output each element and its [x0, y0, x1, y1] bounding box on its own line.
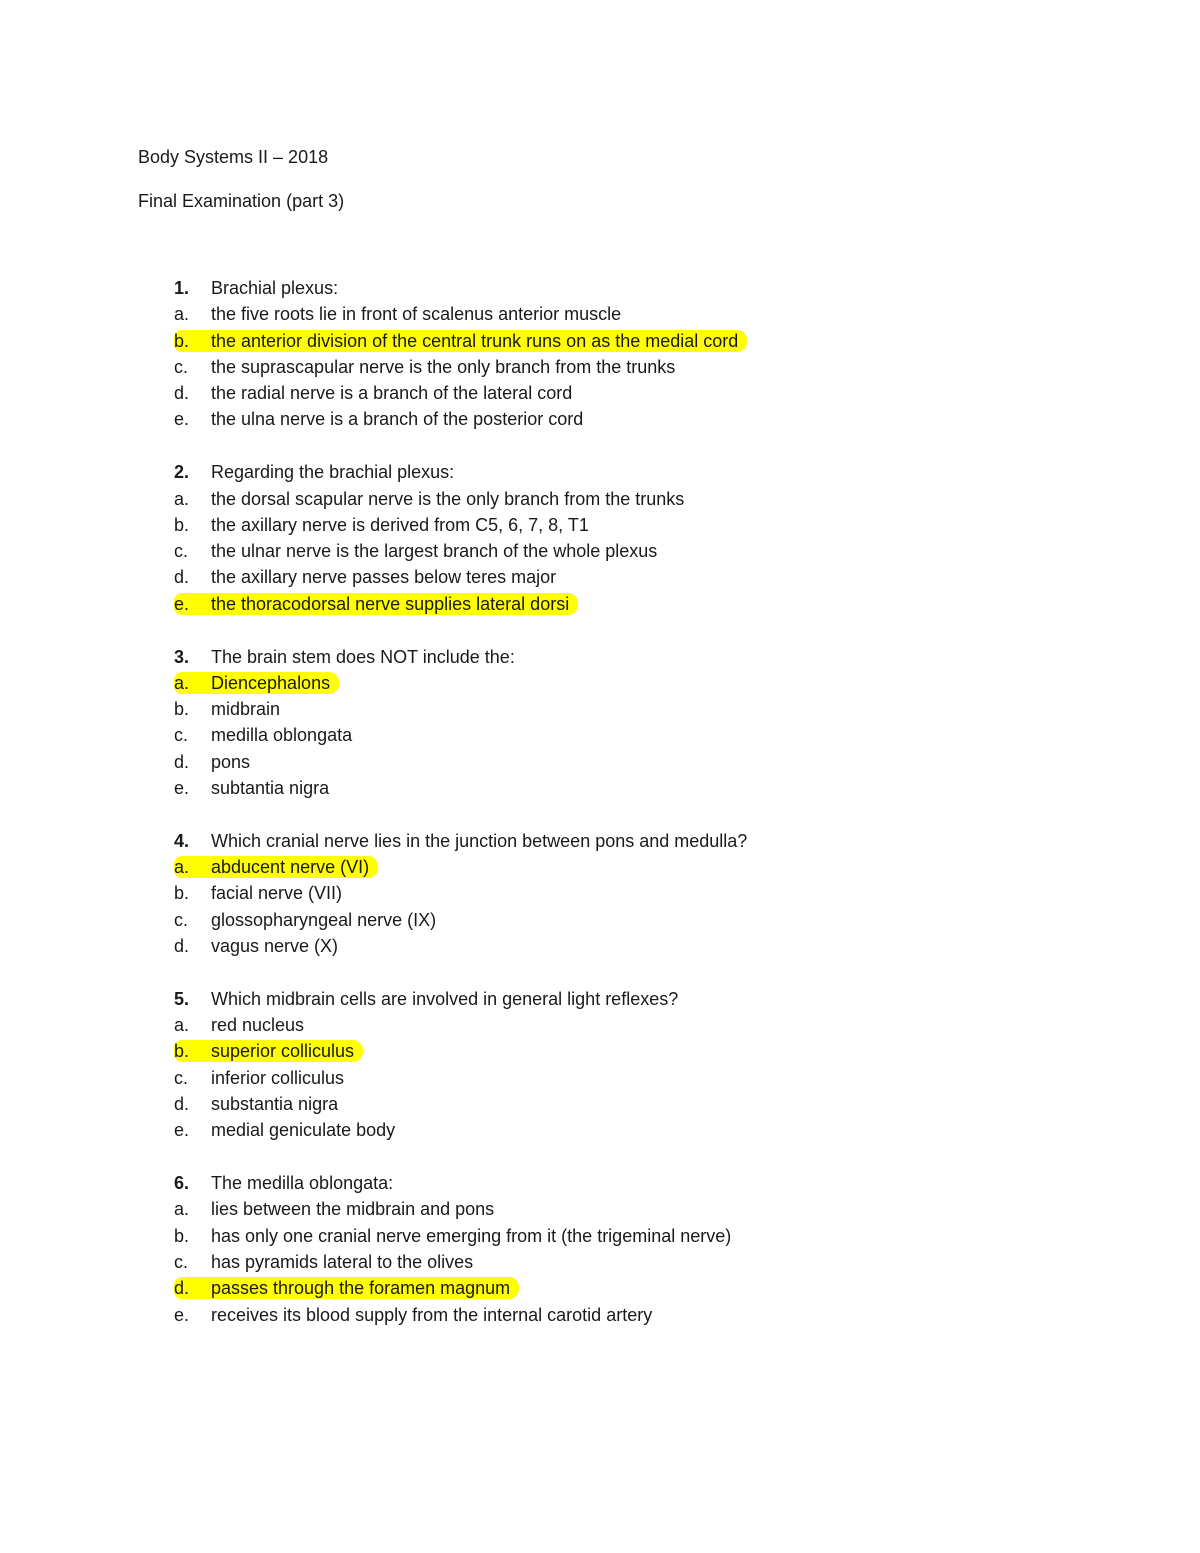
option-text: abducent nerve (VI) — [205, 856, 378, 878]
option-text: the dorsal scapular nerve is the only branch from the trunks — [211, 488, 685, 509]
question-text: The medilla oblongata: — [211, 1173, 394, 1194]
option-letter: e. — [174, 1120, 190, 1141]
answer-option — [174, 933, 1134, 959]
question-text: Which cranial nerve lies in the junction between pons and medulla? — [211, 830, 748, 851]
question-stem — [174, 644, 1134, 670]
answer-option — [174, 1012, 1134, 1038]
option-text: the radial nerve is a branch of the lateral cord — [211, 383, 573, 404]
answer-option — [174, 907, 1134, 933]
option-letter: a. — [174, 304, 190, 325]
answer-option — [174, 1302, 1134, 1328]
option-text: pons — [211, 751, 251, 772]
answer-option — [174, 1065, 1134, 1091]
answer-option — [174, 486, 1134, 512]
question-text: Brachial plexus: — [211, 278, 339, 298]
option-text: the ulna nerve is a branch of the posterior cord — [211, 409, 584, 430]
question-number: 4. — [174, 830, 190, 851]
option-text: passes through the foramen magnum — [205, 1277, 519, 1299]
option-letter: c. — [174, 356, 189, 377]
question-stem — [174, 1170, 1134, 1196]
option-text: has pyramids lateral to the olives — [211, 1252, 474, 1272]
question-6 — [174, 1170, 1134, 1328]
answer-option-highlighted — [174, 854, 1134, 880]
answer-option — [174, 380, 1134, 406]
option-text: facial nerve (VII) — [211, 883, 343, 904]
option-text: glossopharyngeal nerve (IX) — [211, 909, 437, 930]
answer-option-highlighted — [174, 328, 1134, 354]
question-text: Regarding the brachial plexus: — [211, 462, 455, 483]
answer-option — [174, 775, 1134, 801]
document-subtitle: Final Examination (part 3) — [138, 191, 345, 211]
option-letter: e. — [174, 1304, 190, 1325]
answer-option — [174, 1223, 1134, 1249]
answer-option-highlighted — [174, 670, 1134, 696]
question-text: Which midbrain cells are involved in general light reflexes? — [211, 988, 679, 1009]
option-letter: d. — [174, 936, 190, 957]
option-letter: e. — [174, 778, 190, 799]
question-stem — [174, 986, 1134, 1012]
option-letter: d. — [174, 1094, 190, 1115]
question-1 — [174, 275, 1134, 433]
option-text: the anterior division of the central trunk runs on as the medial cord — [205, 330, 747, 352]
option-text: the suprascapular nerve is the only branch from the trunks — [211, 356, 676, 377]
option-text: subtantia nigra — [211, 778, 330, 799]
option-text: red nucleus — [211, 1015, 305, 1036]
question-3 — [174, 644, 1134, 802]
option-letter: d. — [174, 567, 190, 588]
answer-option — [174, 749, 1134, 775]
answer-option — [174, 880, 1134, 906]
question-number: 5. — [174, 988, 190, 1009]
option-text: lies between the midbrain and pons — [211, 1199, 495, 1220]
option-letter: c. — [174, 909, 189, 930]
option-text: medial geniculate body — [211, 1120, 396, 1141]
option-letter: b. — [174, 514, 190, 535]
answer-option — [174, 1249, 1134, 1275]
question-number: 3. — [174, 646, 190, 667]
question-stem — [174, 275, 1134, 301]
option-letter: a. — [174, 1015, 190, 1036]
option-letter: b. — [174, 1040, 205, 1062]
answer-option-highlighted — [174, 1038, 1134, 1064]
option-text: the axillary nerve is derived from C5, 6, 7, 8, T1 — [211, 514, 589, 535]
question-number: 1. — [174, 278, 190, 298]
option-letter: a. — [174, 1199, 190, 1220]
answer-option — [174, 696, 1134, 722]
question-list — [174, 275, 1134, 1354]
option-text: has only one cranial nerve emerging from it (the trigeminal nerve) — [211, 1225, 732, 1246]
option-letter: c. — [174, 725, 189, 746]
option-text: the thoracodorsal nerve supplies lateral dorsi — [205, 593, 578, 615]
option-letter: e. — [174, 593, 205, 615]
option-letter: a. — [174, 856, 205, 878]
question-stem — [174, 459, 1134, 485]
option-text: the axillary nerve passes below teres major — [211, 567, 557, 588]
answer-option — [174, 538, 1134, 564]
answer-option — [174, 722, 1134, 748]
option-text: the ulnar nerve is the largest branch of the whole plexus — [211, 541, 658, 562]
answer-option — [174, 301, 1134, 327]
option-letter: b. — [174, 1225, 190, 1246]
answer-option — [174, 564, 1134, 590]
option-text: Diencephalons — [205, 672, 339, 694]
option-letter: c. — [174, 1067, 189, 1088]
option-letter: a. — [174, 672, 205, 694]
answer-option-highlighted — [174, 1275, 1134, 1301]
option-letter: c. — [174, 541, 189, 562]
option-text: the five roots lie in front of scalenus anterior muscle — [211, 304, 622, 325]
option-letter: e. — [174, 409, 190, 430]
option-letter: c. — [174, 1252, 189, 1272]
answer-option — [174, 1117, 1134, 1143]
option-letter: d. — [174, 1277, 205, 1299]
option-text: medilla oblongata — [211, 725, 353, 746]
option-text: inferior colliculus — [211, 1067, 345, 1088]
option-text: substantia nigra — [211, 1094, 339, 1115]
option-letter: b. — [174, 330, 205, 352]
option-letter: d. — [174, 751, 190, 772]
option-text: vagus nerve (X) — [211, 936, 339, 957]
answer-option — [174, 1196, 1134, 1222]
answer-option — [174, 1091, 1134, 1117]
option-letter: b. — [174, 883, 190, 904]
answer-option — [174, 512, 1134, 538]
question-text: The brain stem does NOT include the: — [211, 646, 515, 667]
question-stem — [174, 828, 1134, 854]
option-letter: b. — [174, 699, 190, 720]
answer-option-highlighted — [174, 591, 1134, 617]
question-4 — [174, 828, 1134, 959]
option-letter: a. — [174, 488, 190, 509]
option-letter: d. — [174, 383, 190, 404]
answer-option — [174, 354, 1134, 380]
option-text: receives its blood supply from the internal carotid artery — [211, 1304, 653, 1325]
question-number: 2. — [174, 462, 190, 483]
option-text: superior colliculus — [205, 1040, 363, 1062]
question-5 — [174, 986, 1134, 1144]
option-text: midbrain — [211, 699, 281, 720]
answer-option — [174, 406, 1134, 432]
question-number: 6. — [174, 1173, 190, 1194]
question-2 — [174, 459, 1134, 617]
document-title: Body Systems II – 2018 — [138, 147, 329, 167]
